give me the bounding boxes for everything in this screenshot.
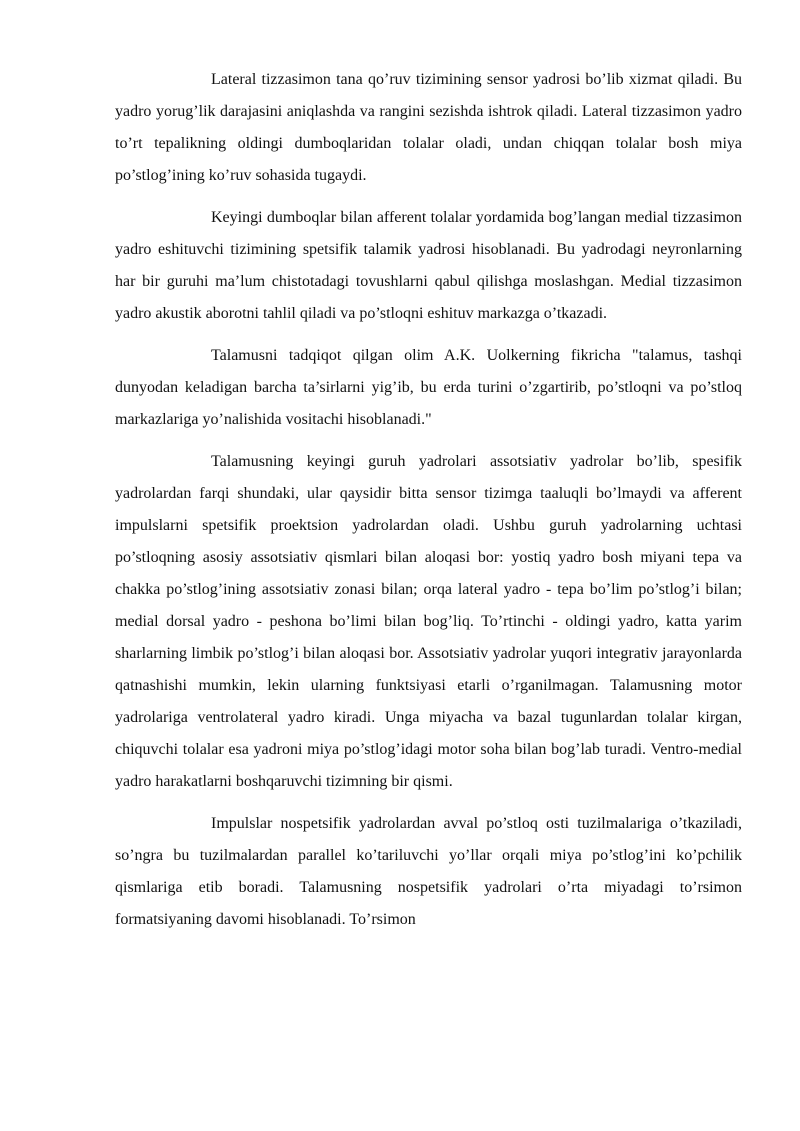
paragraph-lateral-geniculate: Lateral tizzasimon tana qo’ruv tizimining sensor yadrosi bo’lib xizmat qiladi. Bu yadro yorug’lik darajasini aniqlashda va rangini sezishda ishtrok qiladi. Lateral tizzasimon yadro to’rt tepalikning oldingi dumboqlaridan tolalar oladi, undan chiqqan tolalar bosh miya po’stlog’ining ko’ruv sohasida tugaydi.: [115, 71, 742, 184]
paragraph-associative-nuclei: Talamusning keyingi guruh yadrolari assotsiativ yadrolar bo’lib, spesifik yadrolardan farqi shundaki, ular qaysidir bitta sensor tizimga taaluqli bo’lmaydi va afferent impulslarni spetsifik proektsion yadrolardan oladi. Ushbu guruh yadrolarning uchtasi po’stloqning asosiy assotsiativ qismlari bilan aloqasi bor: yostiq yadro bosh miyani tepa va chakka po’stlog’ining assotsiativ zonasi bilan; orqa lateral yadro - tepa bo’lim po’stlog’i bilan; medial dorsal yadro - peshona bo’limi bilan bog’liq. To’rtinchi - oldingi yadro, katta yarim sharlarning limbik po’stlog’i bilan aloqasi bor. Assotsiativ yadrolar yuqori integrativ jarayonlarda qatnashishi mumkin, lekin ularning funktsiyasi etarli o’rganilmagan. Talamusning motor yadrolariga ventrolateral yadro kiradi. Unga miyacha va bazal tugunlardan tolalar kirgan, chiquvchi tolalar esa yadroni miya po’stlog’idagi motor soha bilan bog’lab turadi. Ventro-medial yadro harakatlarni boshqaruvchi tizimning bir qismi.: [115, 453, 742, 790]
paragraph-walker-quote: Talamusni tadqiqot qilgan olim A.K. Uolkerning fikricha "talamus, tashqi dunyodan keladigan barcha ta’sirlarni yig’ib, bu erda turini o’zgartirib, po’stloqni va po’stloq markazlariga yo’nalishida vositachi hisoblanadi.": [115, 347, 742, 428]
paragraph-nonspecific-nuclei: Impulslar nospetsifik yadrolardan avval po’stloq osti tuzilmalariga o’tkaziladi, so’ngra bu tuzilmalardan parallel ko’tariluvchi yo’llar orqali miya po’stlog’ini ko’pchilik qismlariga etib boradi. Talamusning nospetsifik yadrolari o’rta miyadagi to’rsimon formatsiyaning davomi hisoblanadi. To’rsimon: [115, 815, 742, 928]
document-page: [115, 64, 742, 946]
paragraph-medial-geniculate: Keyingi dumboqlar bilan afferent tolalar yordamida bog’langan medial tizzasimon yadro eshituvchi tizimining spetsifik talamik yadrosi hisoblanadi. Bu yadrodagi neyronlarning har bir guruhi ma’lum chistotadagi tovushlarni qabul qilishga moslashgan. Medial tizzasimon yadro akustik aborotni tahlil qiladi va po’stloqni eshituv markazga o’tkazadi.: [115, 209, 742, 322]
